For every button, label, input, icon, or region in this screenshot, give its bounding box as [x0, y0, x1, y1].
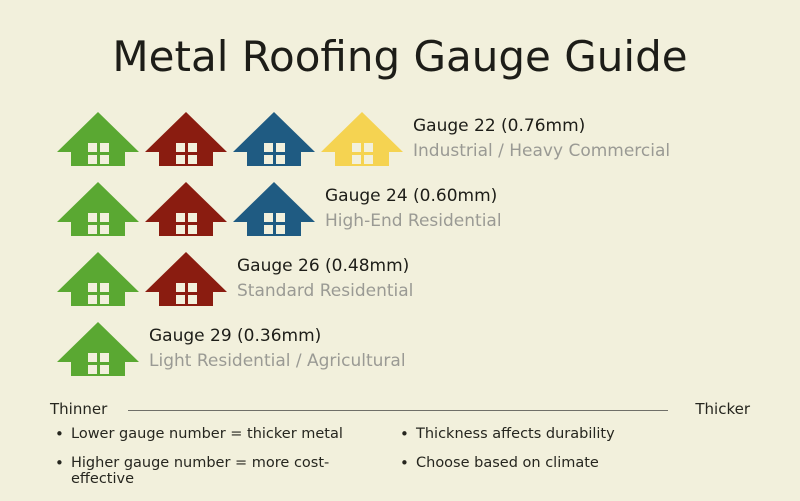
note-item: • Higher gauge number = more cost-effective	[55, 456, 350, 488]
house-icon	[143, 250, 229, 308]
notes-column-right	[350, 427, 800, 501]
scale-line	[128, 410, 668, 411]
gauge-use: Industrial / Heavy Commercial	[413, 141, 671, 161]
gauge-name: Gauge 22 (0.76mm)	[413, 116, 586, 137]
gauge-label-block	[413, 114, 670, 163]
gauge-row	[0, 174, 800, 244]
gauge-use: Light Residential / Agricultural	[149, 351, 406, 371]
house-icon	[55, 180, 141, 238]
scale-left-label: Thinner	[50, 400, 108, 418]
house-icon-group	[0, 320, 143, 378]
gauge-label-block	[149, 324, 406, 373]
page-title: Metal Roofing Gauge Guide	[112, 32, 688, 81]
note-item: • Lower gauge number = thicker metal	[55, 427, 350, 443]
house-icon	[231, 180, 317, 238]
gauge-label-block	[237, 254, 413, 303]
note-item: • Thickness affects durability	[400, 427, 800, 443]
house-icon	[143, 110, 229, 168]
notes-column-left	[0, 427, 350, 501]
notes-section	[0, 427, 800, 501]
gauge-rows	[0, 104, 800, 384]
gauge-use: Standard Residential	[237, 281, 414, 301]
note-item: • Choose based on climate	[400, 456, 800, 472]
house-icon	[55, 110, 141, 168]
gauge-row	[0, 104, 800, 174]
gauge-row	[0, 314, 800, 384]
house-icon	[143, 180, 229, 238]
house-icon	[55, 250, 141, 308]
gauge-name: Gauge 24 (0.60mm)	[325, 186, 498, 207]
gauge-name: Gauge 26 (0.48mm)	[237, 256, 410, 277]
scale-right-label: Thicker	[695, 400, 750, 418]
house-icon	[231, 110, 317, 168]
gauge-label-block	[325, 184, 502, 233]
gauge-name: Gauge 29 (0.36mm)	[149, 326, 322, 347]
house-icon	[319, 110, 405, 168]
gauge-row	[0, 244, 800, 314]
house-icon	[55, 320, 141, 378]
thickness-scale	[50, 400, 750, 422]
house-icon-group	[0, 110, 407, 168]
gauge-use: High-End Residential	[325, 211, 502, 231]
house-icon-group	[0, 180, 319, 238]
house-icon-group	[0, 250, 231, 308]
